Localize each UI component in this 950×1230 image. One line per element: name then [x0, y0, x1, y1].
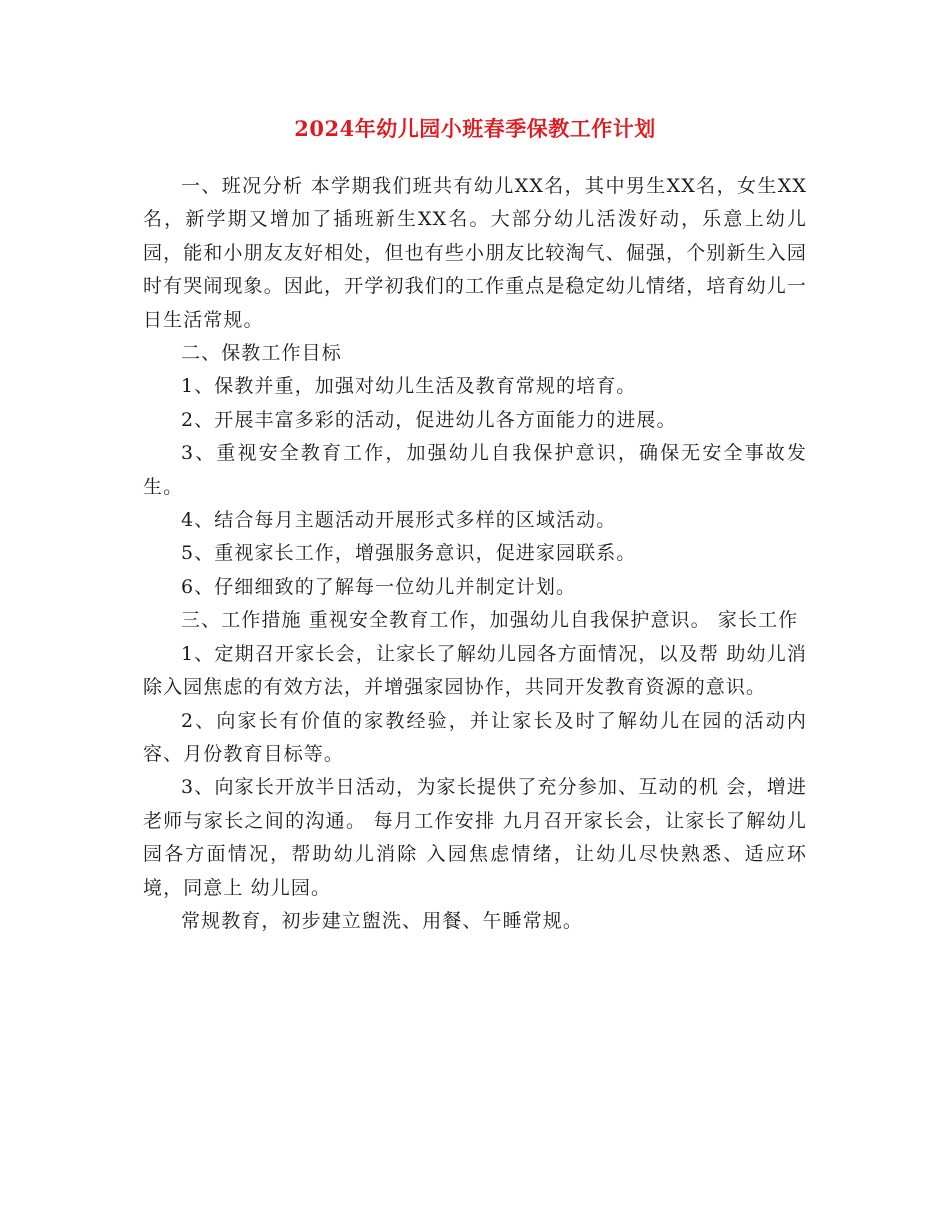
- paragraph-goal-6: 6、仔细细致的了解每一位幼儿并制定计划。: [181, 575, 577, 598]
- paragraph-goal-3: 3、重视安全教育工作，加强幼儿自我保护意识，确保无安全事故发生。: [143, 442, 807, 498]
- paragraph-goals-heading: 二、保教工作目标: [181, 342, 342, 365]
- paragraph-goal-5: 5、重视家长工作，增强服务意识，促进家园联系。: [181, 542, 637, 565]
- paragraph-class-analysis: 一、班况分析 本学期我们班共有幼儿XX名，其中男生XX名，女生XX 名，新学期又增加了插班新生XX名。大部分幼儿活泼好动，乐意上幼儿园，能和小朋友友好相处，但也有些小朋友比较淘气、倔强，个别新生入园时有哭闹现象。因此，开学初我们的工作重点是稳定幼儿情绪，培育幼儿一日生活常规。: [143, 175, 807, 331]
- paragraph-goal-4: 4、结合每月主题活动开展形式多样的区域活动。: [181, 509, 617, 532]
- paragraph-measure-3: 3、向家长开放半日活动，为家长提供了充分参加、互动的机 会，增进老师与家长之间的沟通。 每月工作安排 九月召开家长会，让家长了解幼儿园各方面情况，帮助幼儿消除 入园焦虑情绪，让幼儿尽快熟悉、适应环境，同意上 幼儿园。: [143, 776, 807, 899]
- document-title: 2024年幼儿园小班春季保教工作计划: [294, 116, 656, 141]
- paragraph-measure-1: 1、定期召开家长会，让家长了解幼儿园各方面情况，以及帮 助幼儿消除入园焦虑的有效方法，并增强家园协作，共同开发教育资源的意识。: [143, 642, 807, 699]
- paragraph-measure-2: 2、向家长有价值的家教经验，并让家长及时了解幼儿在园的活动内容、月份教育目标等。: [143, 709, 807, 765]
- paragraph-measures-heading: 三、工作措施 重视安全教育工作，加强幼儿自我保护意识。 家长工作: [181, 609, 799, 632]
- paragraph-goal-1: 1、保教并重，加强对幼儿生活及教育常规的培育。: [181, 375, 637, 398]
- paragraph-goal-2: 2、开展丰富多彩的活动，促进幼儿各方面能力的进展。: [181, 408, 677, 431]
- paragraph-routine-education: 常规教育，初步建立盥洗、用餐、午睡常规。: [181, 909, 584, 932]
